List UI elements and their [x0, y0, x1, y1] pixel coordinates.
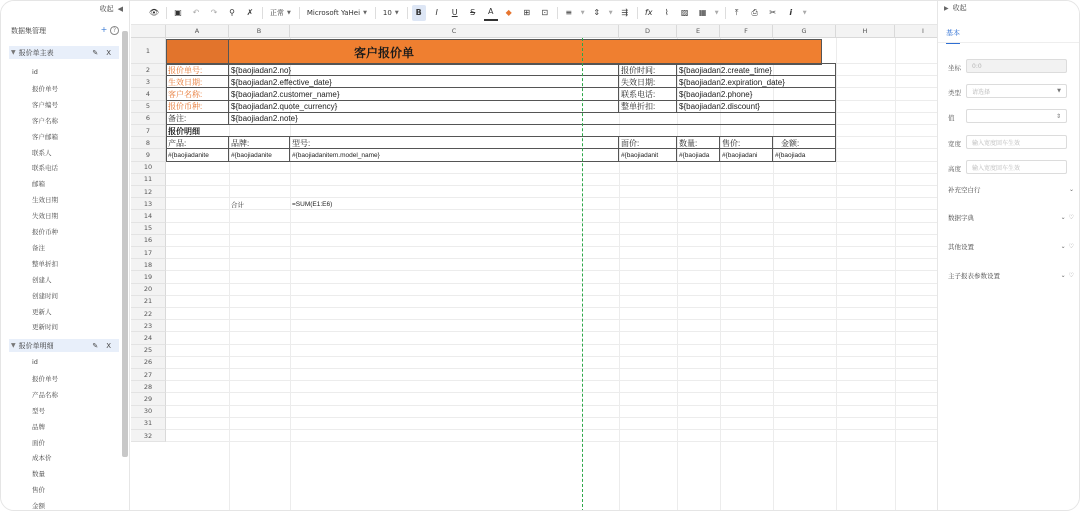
save-icon[interactable]: ▣	[174, 8, 182, 17]
width-placeholder: 输入宽度回车生效	[972, 139, 1021, 147]
row-header[interactable]: 14	[131, 210, 166, 222]
coord-value: 0:0	[972, 62, 982, 70]
wrap-text-icon[interactable]: ⇶	[621, 8, 629, 17]
grid-line	[166, 344, 937, 345]
grid-line	[166, 368, 937, 369]
cell-d8[interactable]: 面价:	[621, 138, 640, 148]
height-placeholder: 输入宽度回车生效	[972, 164, 1021, 172]
cell-b4[interactable]: ${baojiadan2.customer_name}	[231, 89, 340, 99]
column-header[interactable]: G	[773, 25, 836, 38]
dataset-field[interactable]: id	[32, 68, 38, 76]
row-header[interactable]: 5	[131, 101, 166, 113]
column-header[interactable]: H	[836, 25, 895, 38]
preview-icon[interactable]: 👁	[148, 8, 160, 17]
row-header[interactable]: 11	[131, 174, 166, 186]
cell-b3[interactable]: ${baojiadan2.effective_date}	[231, 77, 332, 87]
cell-b5[interactable]: ${baojiadan2.quote_currency}	[231, 102, 338, 112]
chevron-down-icon[interactable]: ▼	[802, 9, 807, 16]
align-vertical-icon[interactable]: ⇕	[593, 8, 601, 17]
toolbar-divider	[299, 7, 300, 19]
title-cell-a1[interactable]	[166, 39, 229, 65]
grid-line	[166, 380, 937, 381]
grid-line	[166, 441, 937, 442]
chevron-down-icon: ▼	[394, 9, 399, 16]
chevron-down-icon[interactable]: ▼	[714, 9, 719, 16]
dataset-field[interactable]: 型号	[32, 406, 45, 415]
grid-line	[895, 38, 896, 511]
row-header[interactable]: 17	[131, 247, 166, 259]
right-collapse-button[interactable]	[938, 1, 1080, 15]
row-header[interactable]: 27	[131, 369, 166, 381]
edit-icon[interactable]: ✎	[92, 341, 99, 350]
row-header[interactable]: 32	[131, 430, 166, 442]
left-collapse-button[interactable]	[100, 4, 123, 14]
dataset-field[interactable]: 客户邮箱	[32, 132, 58, 141]
grid-line	[166, 392, 937, 393]
dataset-field[interactable]: 客户名称	[32, 116, 58, 125]
cell-a8[interactable]: 产品:	[168, 138, 187, 148]
chevron-down-icon: ⌄	[1060, 214, 1066, 221]
cell-c13[interactable]: =SUM(E1:E6)	[292, 200, 333, 208]
dataset-field[interactable]: 报价单号	[32, 374, 58, 383]
section-label: 数据字典	[948, 214, 974, 222]
dataset-panel-tools	[101, 25, 119, 34]
dataset-field[interactable]: 品牌	[32, 422, 45, 431]
grid-line	[166, 222, 937, 223]
dataset-field[interactable]: id	[32, 358, 38, 366]
dataset-field[interactable]: 整单折扣	[32, 259, 58, 268]
italic-button[interactable]: I	[435, 8, 438, 17]
cell-e8[interactable]: 数量:	[679, 138, 698, 148]
align-horizontal-icon[interactable]: ≡	[565, 8, 573, 17]
grid-line	[166, 319, 937, 320]
section-data-dictionary[interactable]	[948, 213, 1074, 222]
grid-line	[166, 234, 937, 235]
merge-cells-icon[interactable]: ⊡	[541, 8, 549, 17]
type-placeholder: 请选择	[972, 88, 991, 96]
dataset-field[interactable]: 联系人	[32, 148, 52, 157]
row-header[interactable]: 4	[131, 88, 166, 100]
cell-b9[interactable]: #{baojiadanite	[231, 151, 272, 159]
cell-a4[interactable]: 客户名称:	[168, 89, 203, 99]
font-size-value: 10	[382, 8, 392, 17]
close-icon[interactable]: X	[106, 48, 111, 57]
chevron-down-icon: ⌄	[1060, 272, 1066, 279]
row-header[interactable]: 19	[131, 271, 166, 283]
chevron-down-icon: ⌄	[1060, 243, 1066, 250]
bold-button[interactable]: B	[412, 5, 426, 21]
page-break-line	[582, 38, 583, 511]
dataset-field[interactable]: 备注	[32, 243, 45, 252]
row-header[interactable]: 20	[131, 284, 166, 296]
section-subreport-params[interactable]	[948, 271, 1074, 280]
dataset-field[interactable]: 面价	[32, 438, 45, 447]
toolbar-divider	[375, 7, 376, 19]
type-label: 类型	[948, 89, 961, 97]
select-all-corner[interactable]	[131, 25, 166, 38]
grid-line	[836, 38, 837, 511]
chevron-down-icon: ⌄	[1068, 186, 1074, 193]
cell-b2[interactable]: ${baojiadan2.no}	[231, 65, 292, 75]
style-select-value: 正常	[270, 8, 284, 17]
section-label: 主子报表参数设置	[948, 272, 1000, 280]
row-header[interactable]: 22	[131, 308, 166, 320]
help-icon[interactable]: ?	[110, 26, 119, 35]
section-label: 补充空白行	[948, 186, 981, 194]
properties-panel	[937, 1, 1080, 511]
help-icon[interactable]: ♡	[1068, 243, 1074, 250]
add-dataset-button[interactable]: +	[100, 25, 108, 34]
row-header[interactable]: 6	[131, 113, 166, 125]
image-icon[interactable]: ▨	[680, 8, 689, 17]
chevron-down-icon: ▼	[11, 342, 16, 349]
close-icon[interactable]: X	[106, 341, 111, 350]
dataset-panel	[1, 1, 130, 511]
row-header[interactable]: 28	[131, 381, 166, 393]
dataset-name: 报价单主表	[18, 48, 54, 57]
dataset-header[interactable]	[9, 339, 119, 352]
cell-e5[interactable]: ${baojiadan2.discount}	[679, 102, 760, 112]
toolbar	[131, 1, 937, 25]
cell-a9[interactable]: #{baojiadanite	[168, 151, 209, 159]
font-size-select[interactable]	[380, 5, 402, 21]
dataset-field[interactable]: 更新人	[32, 307, 52, 316]
left-collapse-label: 收起	[99, 5, 114, 13]
column-header[interactable]: E	[677, 25, 720, 38]
row-header[interactable]: 18	[131, 259, 166, 271]
cell-d4[interactable]: 联系电话:	[621, 89, 656, 99]
cell-b13[interactable]: 合计	[231, 201, 244, 209]
strikethrough-button[interactable]: S	[470, 8, 476, 17]
row-header[interactable]: 9	[131, 149, 166, 161]
dataset-name: 报价单明细	[18, 341, 54, 350]
dataset-field[interactable]: 联系电话	[32, 164, 58, 173]
spreadsheet-grid[interactable]	[131, 25, 937, 511]
clear-format-icon[interactable]: ✗	[246, 8, 254, 17]
row-header[interactable]: 26	[131, 357, 166, 369]
row-header[interactable]: 8	[131, 137, 166, 149]
barcode-icon[interactable]: ▦	[698, 8, 707, 17]
column-header[interactable]: D	[619, 25, 677, 38]
row-header[interactable]: 23	[131, 320, 166, 332]
row-header[interactable]: 1	[131, 38, 166, 64]
cell-g9[interactable]: #{baojiada	[775, 151, 806, 159]
report-title[interactable]: 客户报价单	[353, 45, 414, 60]
value-field[interactable]	[966, 109, 1067, 123]
row-header[interactable]: 29	[131, 393, 166, 405]
row-header[interactable]: 2	[131, 64, 166, 76]
underline-button[interactable]: U	[451, 8, 458, 17]
width-label: 宽度	[948, 140, 961, 148]
toolbar-divider	[557, 7, 558, 19]
chevron-down-icon[interactable]: ▼	[608, 9, 613, 16]
style-select[interactable]	[267, 5, 294, 21]
cell-a5[interactable]: 报价币种:	[168, 102, 203, 112]
coord-label: 坐标	[948, 64, 961, 72]
grid-line	[166, 405, 937, 406]
tools-icon[interactable]: ✂	[769, 8, 777, 17]
dataset-field[interactable]: 生效日期	[32, 196, 58, 205]
dataset-header[interactable]	[9, 46, 119, 59]
coord-field	[966, 59, 1067, 73]
dataset-field[interactable]: 邮箱	[32, 180, 45, 189]
redo-icon[interactable]: ↷	[210, 8, 218, 17]
dataset-field[interactable]: 客户编号	[32, 100, 58, 109]
chevron-down-icon: ▼	[287, 9, 291, 16]
toolbar-divider	[262, 7, 263, 19]
cell-a2[interactable]: 报价单号:	[168, 65, 203, 75]
tab-basic[interactable]: 基本	[946, 28, 960, 44]
column-header[interactable]: I	[895, 25, 937, 38]
height-input[interactable]	[966, 160, 1067, 174]
dataset-field[interactable]: 创建时间	[32, 291, 58, 300]
dataset-panel-title: 数据集管理	[11, 27, 46, 35]
row-header[interactable]: 30	[131, 406, 166, 418]
grid-line	[166, 258, 937, 259]
cell-g8[interactable]: 金额:	[781, 138, 800, 148]
expand-icon: ⇕	[1055, 112, 1061, 120]
row-header[interactable]: 21	[131, 296, 166, 308]
dataset-field[interactable]: 报价单号	[32, 84, 58, 93]
help-icon[interactable]: ♡	[1068, 214, 1074, 221]
grid-line	[166, 283, 937, 284]
chevron-down-icon: ▼	[1057, 88, 1061, 94]
left-scrollbar[interactable]	[122, 31, 128, 457]
row-header[interactable]: 16	[131, 235, 166, 247]
row-header[interactable]: 24	[131, 332, 166, 344]
row-header[interactable]: 7	[131, 125, 166, 137]
fill-color-icon[interactable]: ◆	[505, 8, 512, 17]
collapse-right-icon: ▶	[944, 4, 949, 12]
dataset-field[interactable]: 产品名称	[32, 390, 58, 399]
grid-line	[166, 417, 937, 418]
dataset-field[interactable]: 金额	[32, 502, 45, 511]
cell-f9[interactable]: #{baojiadani	[722, 151, 758, 159]
upload-icon[interactable]: ⤒	[734, 7, 739, 17]
cell-d3[interactable]: 失效日期:	[621, 77, 656, 87]
cell-b8[interactable]: 品牌:	[231, 138, 250, 148]
print-icon[interactable]: ⎙	[751, 7, 758, 17]
value-label: 值	[948, 114, 955, 122]
font-select[interactable]	[304, 5, 370, 21]
undo-icon[interactable]: ↶	[192, 8, 200, 17]
section-label: 其他设置	[948, 243, 974, 251]
section-other-settings[interactable]	[948, 242, 1074, 251]
column-header[interactable]: C	[290, 25, 619, 38]
dataset-field[interactable]: 失效日期	[32, 212, 58, 221]
chevron-down-icon[interactable]: ▼	[580, 9, 585, 16]
help-icon[interactable]: ♡	[1068, 272, 1074, 279]
function-button[interactable]: fx	[644, 8, 653, 17]
grid-line	[166, 356, 937, 357]
cell-d2[interactable]: 报价时间:	[621, 65, 656, 75]
grid-line	[166, 331, 937, 332]
format-painter-icon[interactable]: ⚲	[229, 8, 235, 17]
grid-line	[166, 295, 937, 296]
collapse-left-icon: ◀	[117, 5, 123, 13]
right-collapse-label: 收起	[952, 4, 967, 12]
cell-a6[interactable]: 备注:	[168, 114, 187, 124]
column-header[interactable]: B	[229, 25, 290, 38]
dataset-field[interactable]: 数量	[32, 470, 45, 479]
cell-b6[interactable]: ${baojiadan2.note}	[231, 114, 298, 124]
cell-e9[interactable]: #{baojiada	[679, 151, 710, 159]
grid-line	[166, 307, 937, 308]
dataset-field[interactable]: 报价币种	[32, 228, 58, 236]
dataset-field[interactable]: 更新时间	[32, 323, 58, 332]
grid-line	[166, 173, 937, 174]
height-label: 高度	[948, 165, 961, 173]
cell-e4[interactable]: ${baojiadan2.phone}	[679, 89, 753, 99]
cell-f8[interactable]: 售价:	[722, 138, 741, 148]
font-select-value: Microsoft YaHei	[306, 8, 361, 17]
grid-line	[166, 429, 937, 430]
row-header[interactable]: 13	[131, 198, 166, 210]
row-header[interactable]: 10	[131, 162, 166, 174]
row-header[interactable]: 31	[131, 418, 166, 430]
grid-line	[166, 270, 937, 271]
tab-divider	[938, 42, 1080, 43]
borders-icon[interactable]: ⊞	[523, 8, 531, 17]
grid-line	[166, 185, 937, 186]
cell-e3[interactable]: ${baojiadan2.expiration_date}	[679, 77, 785, 87]
grid-line	[166, 246, 937, 247]
type-select[interactable]	[966, 84, 1067, 98]
edit-icon[interactable]: ✎	[92, 48, 99, 57]
info-icon[interactable]: i	[789, 8, 793, 17]
dataset-field[interactable]: 创建人	[32, 275, 52, 284]
font-color-icon[interactable]: A	[484, 5, 498, 21]
cell-d5[interactable]: 整单折扣:	[621, 102, 656, 112]
row-header[interactable]: 25	[131, 345, 166, 357]
section-fill-blank-rows[interactable]	[948, 185, 1074, 194]
dataset-field[interactable]: 售价	[32, 486, 45, 495]
cell-a3[interactable]: 生效日期:	[168, 77, 203, 87]
cell-d9[interactable]: #{baojiadanit	[621, 151, 659, 159]
toolbar-divider	[725, 7, 726, 19]
cell-c9[interactable]: #{baojiadanitem.model_name}	[292, 151, 380, 159]
toolbar-divider	[637, 7, 638, 19]
column-header[interactable]: F	[720, 25, 773, 38]
row-header[interactable]: 15	[131, 223, 166, 235]
cell-c8[interactable]: 型号:	[292, 138, 311, 148]
dataset-field[interactable]: 成本价	[32, 454, 52, 463]
chevron-down-icon: ▼	[11, 49, 16, 56]
width-input[interactable]	[966, 135, 1067, 149]
column-header[interactable]: A	[166, 25, 229, 38]
row-header[interactable]: 3	[131, 76, 166, 88]
chevron-down-icon: ▼	[363, 9, 367, 16]
cell-a7[interactable]: 报价明细	[168, 126, 200, 136]
chart-icon[interactable]: ⌇	[664, 8, 669, 17]
cell-e2[interactable]: ${baojiadan2.create_time}	[679, 65, 772, 75]
toolbar-divider	[166, 7, 167, 19]
row-header[interactable]: 12	[131, 186, 166, 198]
toolbar-divider	[407, 7, 408, 19]
